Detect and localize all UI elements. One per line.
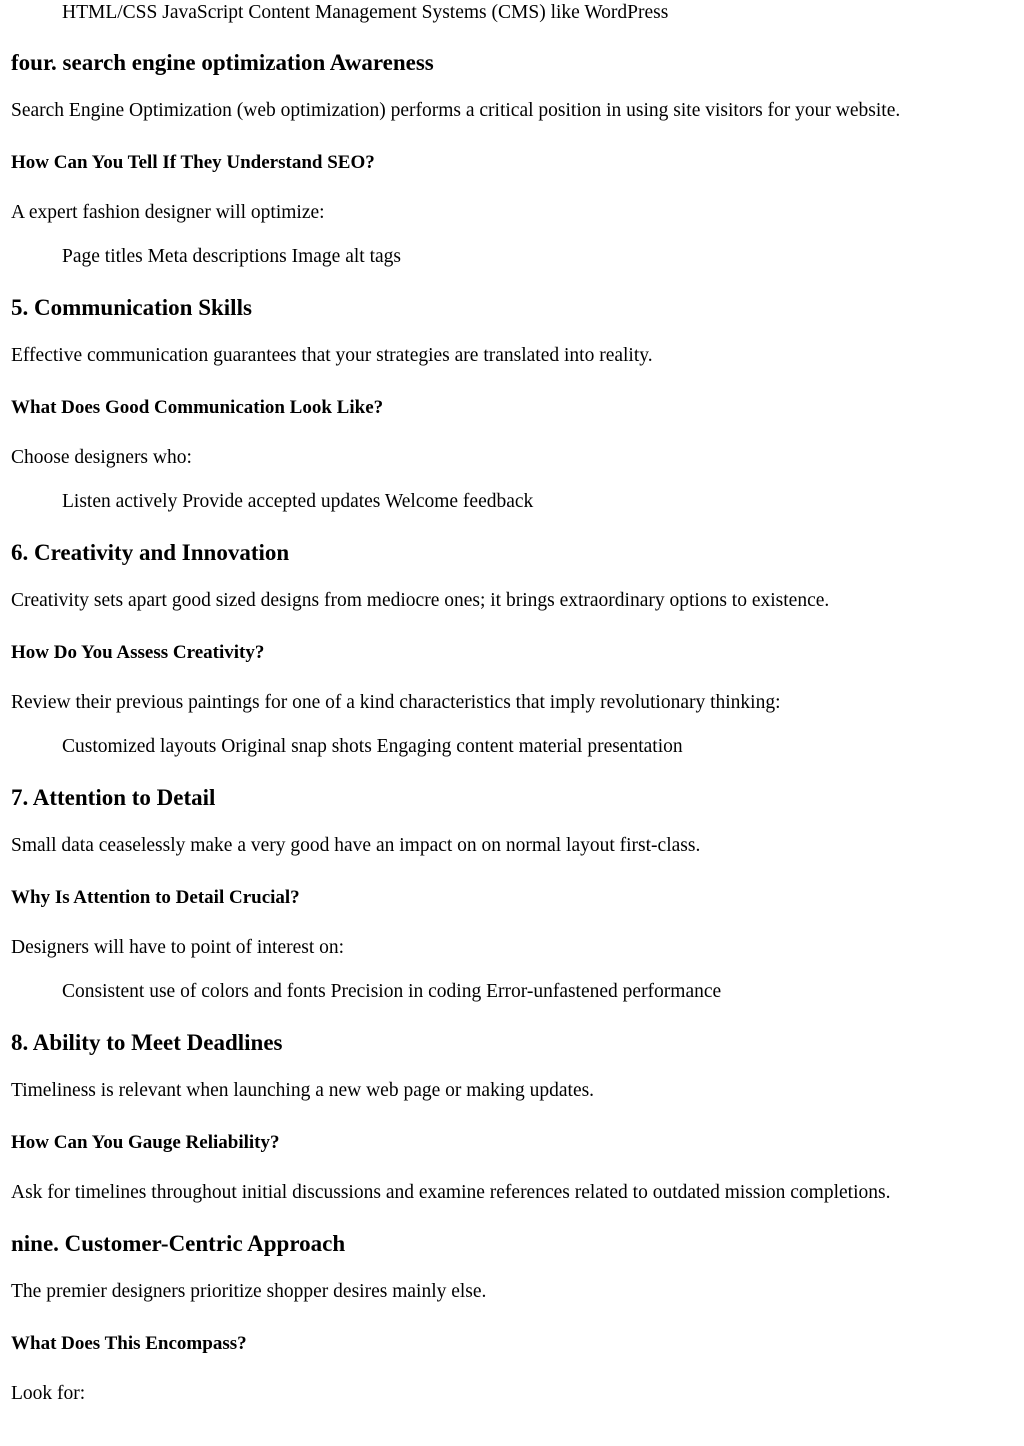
- creativity-paragraph: Creativity sets apart good sized designs from mediocre ones; it brings extraordinary options to existence.: [11, 590, 830, 611]
- communication-lead: Choose designers who:: [11, 447, 192, 468]
- detail-subheading: Why Is Attention to Detail Crucial?: [11, 887, 300, 908]
- section-heading-customer: nine. Customer-Centric Approach: [11, 1231, 346, 1256]
- customer-lead: Look for:: [11, 1383, 86, 1404]
- section-heading-creativity: 6. Creativity and Innovation: [11, 540, 290, 565]
- detail-lead: Designers will have to point of interest on:: [11, 937, 345, 958]
- communication-paragraph: Effective communication guarantees that your strategies are translated into reality.: [11, 345, 653, 366]
- detail-list: Consistent use of colors and fonts Precision in coding Error-unfastened performance: [62, 981, 722, 1002]
- section-heading-detail: 7. Attention to Detail: [11, 785, 216, 810]
- seo-list: Page titles Meta descriptions Image alt tags: [62, 246, 401, 267]
- customer-subheading: What Does This Encompass?: [11, 1333, 247, 1354]
- creativity-list: Customized layouts Original snap shots Engaging content material presentation: [62, 736, 683, 757]
- communication-subheading: What Does Good Communication Look Like?: [11, 397, 384, 418]
- detail-paragraph: Small data ceaselessly make a very good have an impact on on normal layout first-class.: [11, 835, 701, 856]
- section-heading-seo: four. search engine optimization Awareness: [11, 50, 434, 75]
- deadlines-subheading: How Can You Gauge Reliability?: [11, 1132, 280, 1153]
- deadlines-paragraph: Timeliness is relevant when launching a new web page or making updates.: [11, 1080, 595, 1101]
- communication-list: Listen actively Provide accepted updates Welcome feedback: [62, 491, 534, 512]
- creativity-subheading: How Do You Assess Creativity?: [11, 642, 265, 663]
- section-heading-communication: 5. Communication Skills: [11, 295, 252, 320]
- skills-list: HTML/CSS JavaScript Content Management Systems (CMS) like WordPress: [62, 2, 669, 23]
- creativity-lead: Review their previous paintings for one of a kind characteristics that imply revolutionary thinking:: [11, 692, 781, 713]
- seo-subheading: How Can You Tell If They Understand SEO?: [11, 152, 375, 173]
- seo-paragraph: Search Engine Optimization (web optimization) performs a critical position in using site visitors for your website.: [11, 100, 901, 121]
- section-heading-deadlines: 8. Ability to Meet Deadlines: [11, 1030, 283, 1055]
- seo-lead: A expert fashion designer will optimize:: [11, 202, 325, 223]
- customer-paragraph: The premier designers prioritize shopper desires mainly else.: [11, 1281, 487, 1302]
- deadlines-lead: Ask for timelines throughout initial discussions and examine references related to outdated mission completions.: [11, 1182, 891, 1203]
